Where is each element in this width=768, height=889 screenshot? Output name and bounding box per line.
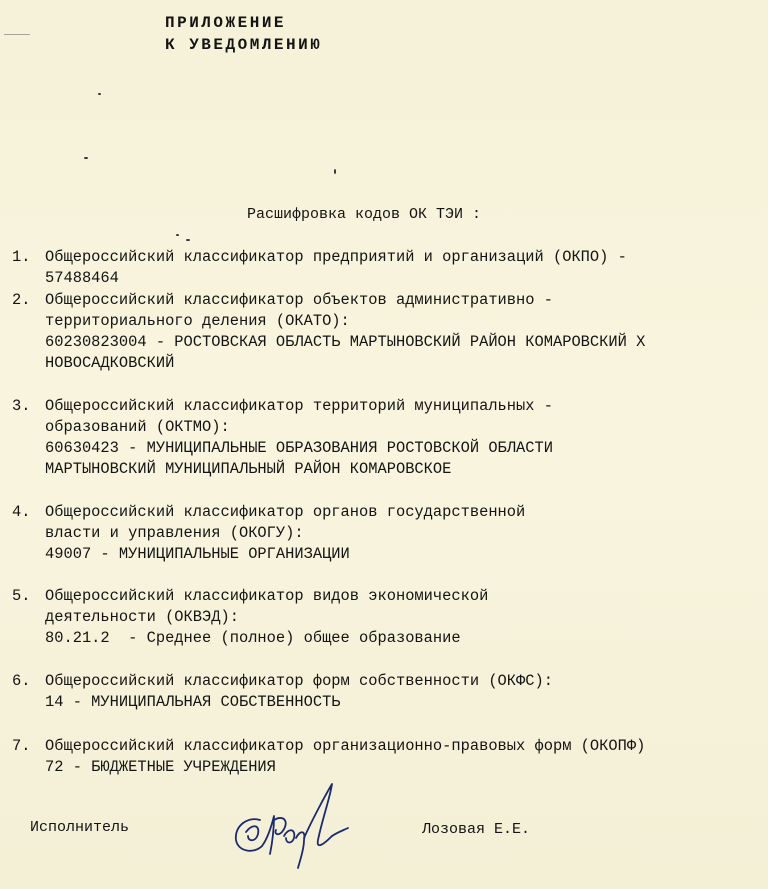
executor-name: Лозовая Е.Е. xyxy=(422,821,531,838)
classifier-item-okfs xyxy=(12,671,553,713)
item-line: 72 - БЮДЖЕТНЫЕ УЧРЕЖДЕНИЯ xyxy=(45,758,276,776)
item-line: НОВОСАДКОВСКИЙ xyxy=(45,354,175,372)
item-line: Общероссийский классификатор организационно-правовых форм (ОКОПФ) xyxy=(45,737,646,755)
item-line: территориального деления (ОКАТО): xyxy=(45,312,350,330)
scan-speck xyxy=(186,239,190,241)
item-line: деятельности (ОКВЭД): xyxy=(45,608,239,626)
item-line: Общероссийский классификатор территорий муниципальных - xyxy=(45,397,553,415)
classifier-item-okogu xyxy=(12,502,525,565)
scan-speck xyxy=(176,234,179,236)
item-number: 2. xyxy=(12,291,31,309)
scan-speck xyxy=(334,169,336,174)
classifier-item-okopf xyxy=(12,736,645,778)
document-header xyxy=(165,12,322,56)
item-line: власти и управления (ОКОГУ): xyxy=(45,524,304,542)
item-line: 57488464 xyxy=(45,269,119,287)
classifier-item-okato xyxy=(12,290,645,374)
item-line: 60230823004 - РОСТОВСКАЯ ОБЛАСТЬ МАРТЫНОВСКИЙ РАЙОН КОМАРОВСКИЙ Х xyxy=(45,333,646,351)
header-line-1: ПРИЛОЖЕНИЕ xyxy=(165,14,287,32)
item-number: 3. xyxy=(12,397,31,415)
classifier-item-oktmo xyxy=(12,396,553,480)
codes-heading: Расшифровка кодов ОК ТЭИ : xyxy=(247,206,482,223)
item-line: 14 - МУНИЦИПАЛЬНАЯ СОБСТВЕННОСТЬ xyxy=(45,693,341,711)
handwritten-signature xyxy=(228,780,358,880)
item-number: 4. xyxy=(12,503,31,521)
scan-speck xyxy=(98,93,101,95)
item-line: Общероссийский классификатор предприятий и организаций (ОКПО) - xyxy=(45,248,627,266)
scan-speck xyxy=(4,34,30,35)
item-number: 7. xyxy=(12,737,31,755)
executor-label: Исполнитель xyxy=(30,819,130,836)
item-number: 5. xyxy=(12,587,31,605)
item-line: Общероссийский классификатор объектов административно - xyxy=(45,291,553,309)
item-number: 1. xyxy=(12,248,31,266)
item-line: Общероссийский классификатор органов государственной xyxy=(45,503,526,521)
item-line: 60630423 - МУНИЦИПАЛЬНЫЕ ОБРАЗОВАНИЯ РОСТОВСКОЙ ОБЛАСТИ xyxy=(45,439,553,457)
item-line: Общероссийский классификатор видов экономической xyxy=(45,587,489,605)
scan-speck xyxy=(84,157,88,159)
header-line-2: К УВЕДОМЛЕНИЮ xyxy=(165,36,323,54)
item-line: Общероссийский классификатор форм собственности (ОКФС): xyxy=(45,672,553,690)
item-line: 49007 - МУНИЦИПАЛЬНЫЕ ОРГАНИЗАЦИИ xyxy=(45,545,350,563)
item-line: образований (ОКТМО): xyxy=(45,418,230,436)
classifier-item-okved xyxy=(12,586,488,649)
item-number: 6. xyxy=(12,672,31,690)
item-line: МАРТЫНОВСКИЙ МУНИЦИПАЛЬНЫЙ РАЙОН КОМАРОВСКОЕ xyxy=(45,460,452,478)
classifier-item-okpo xyxy=(12,247,627,289)
item-line: 80.21.2 - Среднее (полное) общее образование xyxy=(45,629,461,647)
